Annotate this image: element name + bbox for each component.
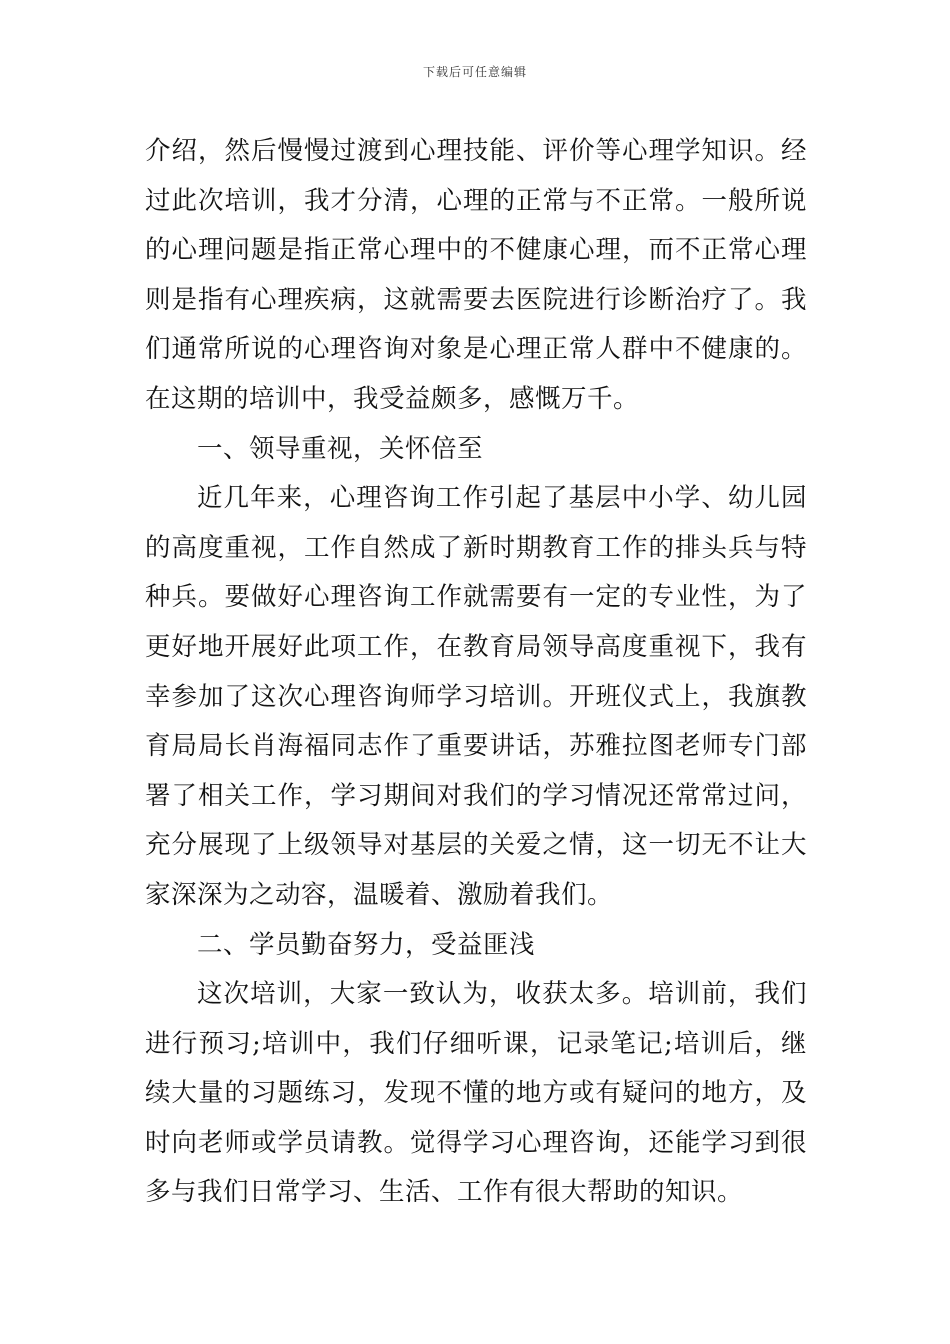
text-line: 署了相关工作，学习期间对我们的学习情况还常常过问，: [145, 780, 807, 811]
text-line: 幸参加了这次心理咨询师学习培训。开班仪式上，我旗教: [145, 681, 807, 712]
text-line: 的高度重视，工作自然成了新时期教育工作的排头兵与特: [145, 532, 807, 563]
text-line: 多与我们日常学习、生活、工作有很大帮助的知识。: [145, 1177, 744, 1208]
text-line: 更好地开展好此项工作，在教育局领导高度重视下，我有: [145, 631, 807, 662]
text-line: 过此次培训，我才分清，心理的正常与不正常。一般所说: [145, 185, 807, 216]
text-line: 时向老师或学员请教。觉得学习心理咨询，还能学习到很: [145, 1127, 807, 1158]
text-line: 二、学员勤奋努力，受益匪浅: [197, 929, 536, 960]
text-line: 这次培训，大家一致认为，收获太多。培训前，我们: [197, 979, 807, 1010]
text-line: 们通常所说的心理咨询对象是心理正常人群中不健康的。: [145, 334, 807, 365]
text-line: 育局局长肖海福同志作了重要讲话，苏雅拉图老师专门部: [145, 731, 807, 762]
text-line: 种兵。要做好心理咨询工作就需要有一定的专业性，为了: [145, 582, 807, 613]
text-line: 进行预习;培训中，我们仔细听课，记录笔记;培训后，继: [145, 1028, 807, 1059]
text-line: 在这期的培训中，我受益颇多，感慨万千。: [145, 383, 640, 414]
text-line: 充分展现了上级领导对基层的关爱之情，这一切无不让大: [145, 830, 807, 861]
page-header: 下载后可任意编辑: [422, 65, 527, 79]
text-line: 的心理问题是指正常心理中的不健康心理，而不正常心理: [145, 235, 807, 266]
text-line: 近几年来，心理咨询工作引起了基层中小学、幼儿园: [197, 483, 807, 514]
text-line: 一、领导重视，关怀倍至: [197, 433, 484, 464]
text-line: 介绍，然后慢慢过渡到心理技能、评价等心理学知识。经: [145, 136, 807, 166]
document-body: [145, 127, 807, 1218]
text-line: 则是指有心理疾病，这就需要去医院进行诊断治疗了。我: [145, 284, 807, 315]
text-line: 家深深为之动容，温暖着、激励着我们。: [145, 879, 614, 910]
text-line: 续大量的习题练习，发现不懂的地方或有疑问的地方，及: [145, 1078, 807, 1109]
